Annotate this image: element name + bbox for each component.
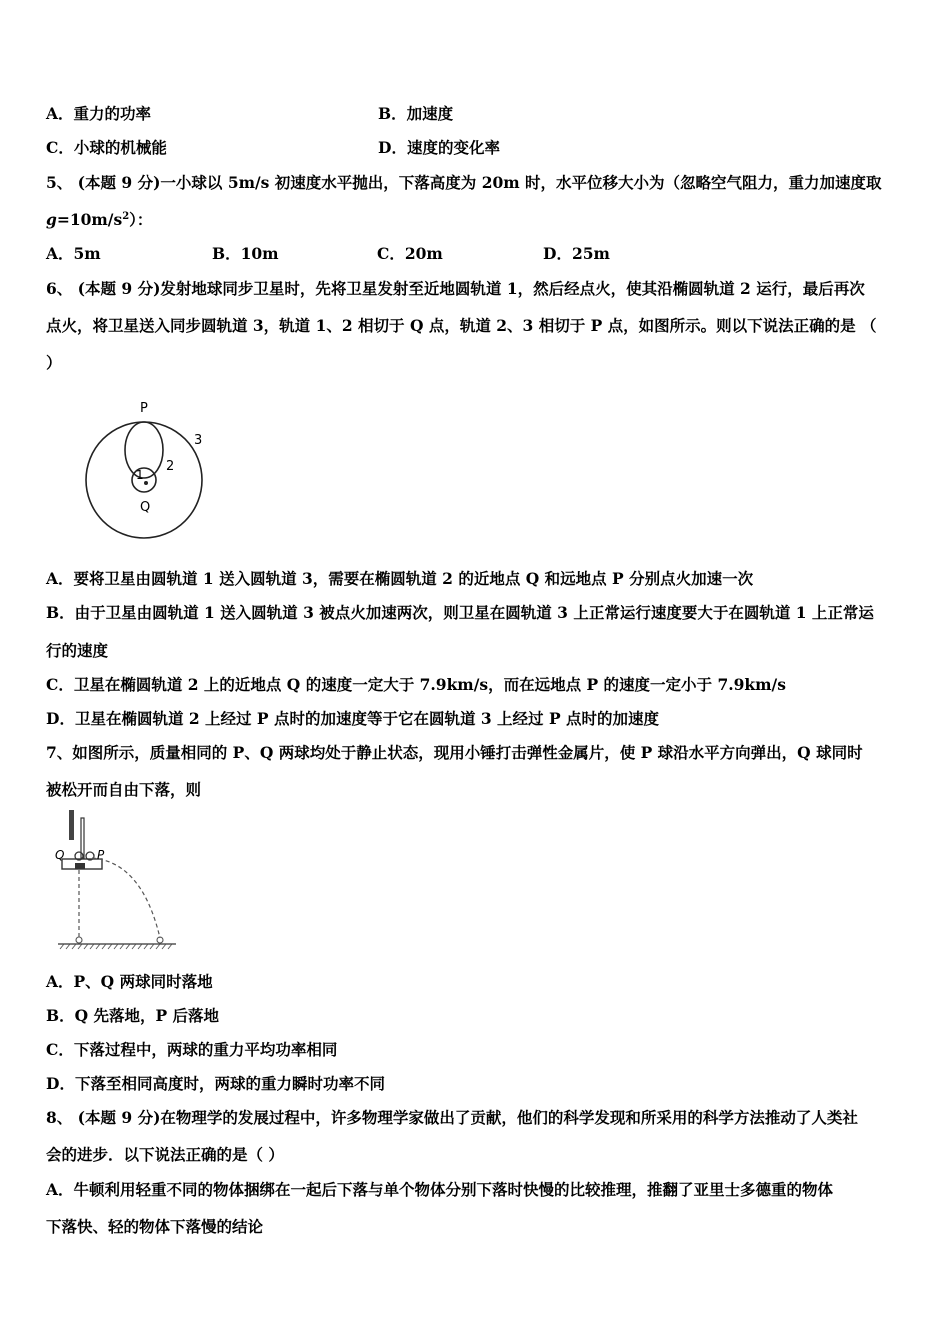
q6-option-d: D．卫星在椭圆轨道 2 上经过 P 点时的加速度等于它在圆轨道 3 上经过 P 点时的加速度 [46,709,659,728]
earth-center-dot [144,481,148,485]
label-orbit-1: 1 [136,468,144,482]
q7-option-c: C．下落过程中，两球的重力平均功率相同 [46,1040,338,1059]
label-p-ball: P [97,848,105,862]
q6-option-c: C．卫星在椭圆轨道 2 上的近地点 Q 的速度一定大于 7.9km/s，而在远地点 P 的速度一定小于 7.9km/s [46,675,786,694]
projectile-path [92,858,160,938]
q8-option-a-line1: A．牛顿利用轻重不同的物体捆绑在一起后下落与单个物体分别下落时快慢的比较推理，推翻了亚里士多德重的物体 [46,1180,834,1199]
q6-option-b-line1: B．由于卫星由圆轨道 1 送入圆轨道 3 被点火加速两次，则卫星在圆轨道 3 上正常运行速度要大于在圆轨道 1 上正常运 [46,603,874,622]
ground-hatching [60,944,172,949]
q5-line2-end: ）： [129,210,153,229]
q5-g-exponent: 2 [122,210,130,222]
q6-text-line1: 6、 (本题 9 分)发射地球同步卫星时，先将卫星发射至近地圆轨道 1，然后经点火，使其沿椭圆轨道 2 运行，最后再次 [46,279,865,298]
orbit-diagram [78,392,218,544]
q5-g-symbol: g [46,210,57,229]
q6-option-a: A．要将卫星由圆轨道 1 送入圆轨道 3，需要在椭圆轨道 2 的近地点 Q 和远地点 P 分别点火加速一次 [46,569,754,588]
q7-option-d: D．下落至相同高度时，两球的重力瞬时功率不同 [46,1074,385,1093]
q4-option-c: C．小球的机械能 [46,138,167,157]
orbit-2-ellipse [125,422,163,478]
q5-option-d: D．25m [543,244,610,263]
label-q: Q [140,500,151,515]
q4-option-d: D．速度的变化率 [378,138,500,157]
q8-text-line2: 会的进步．以下说法正确的是（ ） [46,1145,284,1164]
q5-text-line2 [46,208,152,230]
q8-option-a-line2: 下落快、轻的物体下落慢的结论 [46,1217,264,1236]
q8-text-line1: 8、 (本题 9 分)在物理学的发展过程中，许多物理学家做出了贡献，他们的科学发现和所采用的科学方法推动了人类社 [46,1108,858,1127]
q5-option-a: A．5m [46,244,101,263]
q5-option-b: B．10m [212,244,279,263]
q6-text-line3: ） [46,353,62,372]
label-q-ball: Q [55,848,65,862]
orbit-3-circle [86,422,202,538]
metal-strip [81,818,84,858]
q5-text-line1: 5、 (本题 9 分)一小球以 5m/s 初速度水平抛出，下落高度为 20m 时，水平位移大小为（忽略空气阻力，重力加速度取 [46,173,882,192]
q7-text-line1: 7、如图所示，质量相同的 P、Q 两球均处于静止状态，现用小锤打击弹性金属片，使 P 球沿水平方向弹出，Q 球同时 [46,743,863,762]
hammer-handle [69,810,74,840]
q7-option-b: B．Q 先落地，P 后落地 [46,1006,220,1025]
q4-option-b: B．加速度 [378,104,454,123]
q6-text-line2: 点火，将卫星送入同步圆轨道 3，轨道 1、2 相切于 Q 点，轨道 2、3 相切于 P 点，如图所示。则以下说法正确的是 （ [46,316,877,335]
q6-option-b-line2: 行的速度 [46,641,109,660]
projectile-diagram [52,806,182,952]
label-orbit-2: 2 [166,459,175,474]
q4-option-a: A．重力的功率 [46,104,152,123]
q5-option-c: C．20m [377,244,443,263]
label-p: P [140,401,148,416]
stand-block [75,863,85,869]
q7-option-a: A．P、Q 两球同时落地 [46,972,213,991]
q7-text-line2: 被松开而自由下落，则 [46,780,202,799]
label-orbit-3: 3 [194,433,203,448]
ball-q-landing [76,937,82,943]
q5-g-value: =10m/s [56,210,123,229]
